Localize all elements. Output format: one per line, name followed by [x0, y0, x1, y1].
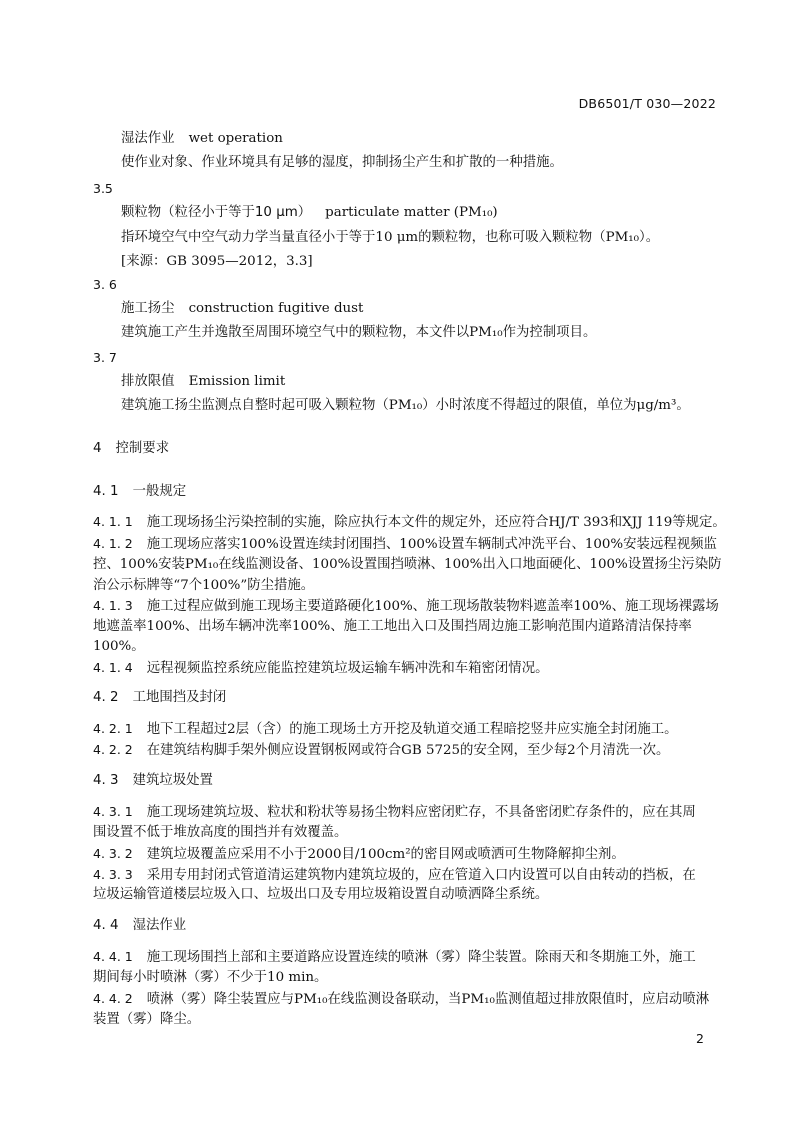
clause-4-2-1: 4. 2. 1 地下工程超过2层（含）的施工现场土方开挖及轨道交通工程暗挖竖井应实施全封闭施工。: [93, 721, 678, 737]
clause-line: 地遮盖率100%、出场车辆冲洗率100%、施工工地出入口及围挡周边施工影响范围内道路清洁保持率: [93, 619, 692, 634]
clause-4-3-3: 4. 3. 3 采用专用封闭式管道清运建筑物内建筑垃圾的，应在管道入口内设置可以自由转动的挡板，在: [93, 867, 696, 883]
subsection-heading: 4. 1 一般规定: [93, 484, 187, 499]
clause-number: 3. 7: [93, 350, 117, 365]
term-en: construction fugitive dust: [188, 301, 364, 316]
clause-4-1-3: 4. 1. 3 施工过程应做到施工现场主要道路硬化100%、施工现场散装物料遮盖率100%、施工现场裸露场: [93, 598, 719, 614]
subsection-heading: 4. 4 湿法作业: [93, 918, 187, 933]
document-number: DB6501/T 030—2022: [578, 96, 716, 111]
definition-text: 指环境空气中空气动力学当量直径小于等于10 μm的颗粒物，也称可吸入颗粒物（PM₁₀）。: [121, 230, 660, 245]
term-cn: 湿法作业: [121, 131, 175, 146]
clause-line: 控、100%安装PM₁₀在线监测设备、100%设置围挡喷淋、100%出入口地面硬化、100%设置扬尘污染防: [93, 557, 722, 572]
page-number: 2: [696, 1031, 704, 1046]
term-cn: 施工扬尘: [121, 301, 175, 316]
clause-4-1-1: 4. 1. 1 施工现场扬尘污染控制的实施，除应执行本文件的规定外，还应符合HJ/T 393和XJJ 119等规定。: [93, 514, 726, 530]
definition-text: 建筑施工扬尘监测点自整时起可吸入颗粒物（PM₁₀）小时浓度不得超过的限值，单位为μg/m³。: [121, 398, 690, 413]
source-note: [来源：GB 3095—2012，3.3]: [121, 254, 313, 269]
clause-4-3-2: 4. 3. 2 建筑垃圾覆盖应采用不小于2000目/100cm²的密目网或喷洒可生物降解抑尘剂。: [93, 846, 625, 862]
term-en: wet operation: [188, 131, 283, 146]
clause-line: 治公示标牌等“7个100%”防尘措施。: [93, 578, 315, 593]
clause-4-2-2: 4. 2. 2 在建筑结构脚手架外侧应设置钢板网或符合GB 5725的安全网，至少每2个月清洗一次。: [93, 742, 670, 758]
term-en: particulate matter (PM₁₀): [325, 205, 498, 220]
clause-line: 装置（雾）降尘。: [93, 1012, 201, 1027]
term-cn: 颗粒物（粒径小于等于10 μm）: [121, 205, 312, 220]
clause-line: 围设置不低于堆放高度的围挡并有效覆盖。: [93, 825, 348, 840]
subsection-heading: 4. 2 工地围挡及封闭: [93, 690, 227, 705]
clause-number: 3.5: [93, 181, 113, 196]
term-cn: 排放限值: [121, 374, 175, 389]
subsection-heading: 4. 3 建筑垃圾处置: [93, 773, 213, 788]
clause-line: 垃圾运输管道楼层垃圾入口、垃圾出口及专用垃圾箱设置自动喷洒降尘系统。: [93, 887, 549, 902]
term-particulate-matter: [121, 204, 498, 222]
clause-4-3-1: 4. 3. 1 施工现场建筑垃圾、粒状和粉状等易扬尘物料应密闭贮存，不具备密闭贮存条件的，应在其周: [93, 804, 696, 820]
clause-4-1-4: 4. 1. 4 远程视频监控系统应能监控建筑垃圾运输车辆冲洗和车箱密闭情况。: [93, 660, 549, 676]
definition-text: 使作业对象、作业环境具有足够的湿度，抑制扬尘产生和扩散的一种措施。: [121, 155, 563, 170]
term-construction-dust: [121, 300, 363, 318]
clause-4-4-1: 4. 4. 1 施工现场围挡上部和主要道路应设置连续的喷淋（雾）降尘装置。除雨天和冬期施工外，施工: [93, 949, 696, 965]
definition-text: 建筑施工产生并逸散至周围环境空气中的颗粒物，本文件以PM₁₀作为控制项目。: [121, 325, 597, 340]
term-emission-limit: [121, 373, 285, 391]
clause-number: 3. 6: [93, 277, 117, 292]
clause-4-1-2: 4. 1. 2 施工现场应落实100%设置连续封闭围挡、100%设置车辆制式冲洗平台、100%安装远程视频监: [93, 536, 717, 552]
clause-line: 期间每小时喷淋（雾）不少于10 min。: [93, 970, 328, 985]
clause-line: 100%。: [93, 639, 145, 654]
section-heading: 4 控制要求: [93, 441, 170, 456]
term-en: Emission limit: [188, 374, 286, 389]
clause-4-4-2: 4. 4. 2 喷淋（雾）降尘装置应与PM₁₀在线监测设备联动，当PM₁₀监测值超过排放限值时，应启动喷淋: [93, 991, 710, 1007]
term-wet-operation: [121, 130, 283, 148]
